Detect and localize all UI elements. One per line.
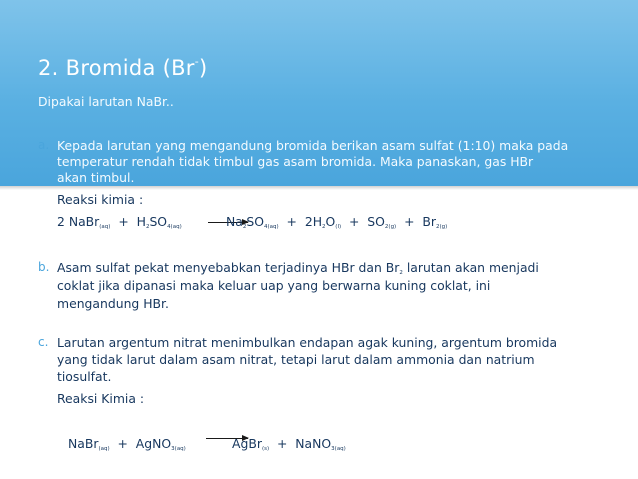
item-a-marker: a. [38,138,50,152]
item-b-line-1: Asam sulfat pekat menyebabkan terjadinya HBr dan $Br_2$ larutan akan menjadi [57,260,539,276]
item-a-equation: 2 NaBr$_{(aq)}$ + $H_2SO_{4(aq)}$ [57,214,182,230]
item-a-line-3: akan timbul. [57,170,135,185]
item-c-reaction-label: Reaksi Kimia : [57,391,145,406]
item-a-line-1: Kepada larutan yang mengandung bromida berikan asam sulfat (1:10) maka pada [57,138,569,153]
item-c-equation: NaBr$_{(aq)}$ + AgNO$_{3(aq)}$ [68,436,186,452]
intro-text: Dipakai larutan NaBr.. [38,94,174,109]
item-b-line-3: mengandung HBr. [57,296,169,311]
banner-shadow [0,186,638,190]
item-a-equation-products: $Na_2SO_{4(aq)} + 2H_2O_{(l)} + SO_{2(g)} + Br_{2(g)}$ [226,214,448,230]
item-c-line-1: Larutan argentum nitrat menimbulkan endapan agak kuning, argentum bromida [57,335,558,350]
item-c-marker: c. [38,335,49,349]
item-a-reaction-label: Reaksi kimia : [57,192,144,207]
item-c-equation-products: AgBr$_{(s)}$ + NaNO$_{3(aq)}$ [232,436,346,452]
item-b-marker: b. [38,260,50,274]
item-c-line-2: yang tidak larut dalam asam nitrat, tetapi larut dalam ammonia dan natrium [57,352,535,367]
slide-title: 2. Bromida (Br-) [38,55,208,80]
item-b-line-2: coklat jika dipanasi maka keluar uap yang berwarna kuning coklat, ini [57,278,491,293]
item-c-line-3: tiosulfat. [57,369,112,384]
item-a-line-2: temperatur rendah tidak timbul gas asam bromida. Maka panaskan, gas HBr [57,154,534,169]
